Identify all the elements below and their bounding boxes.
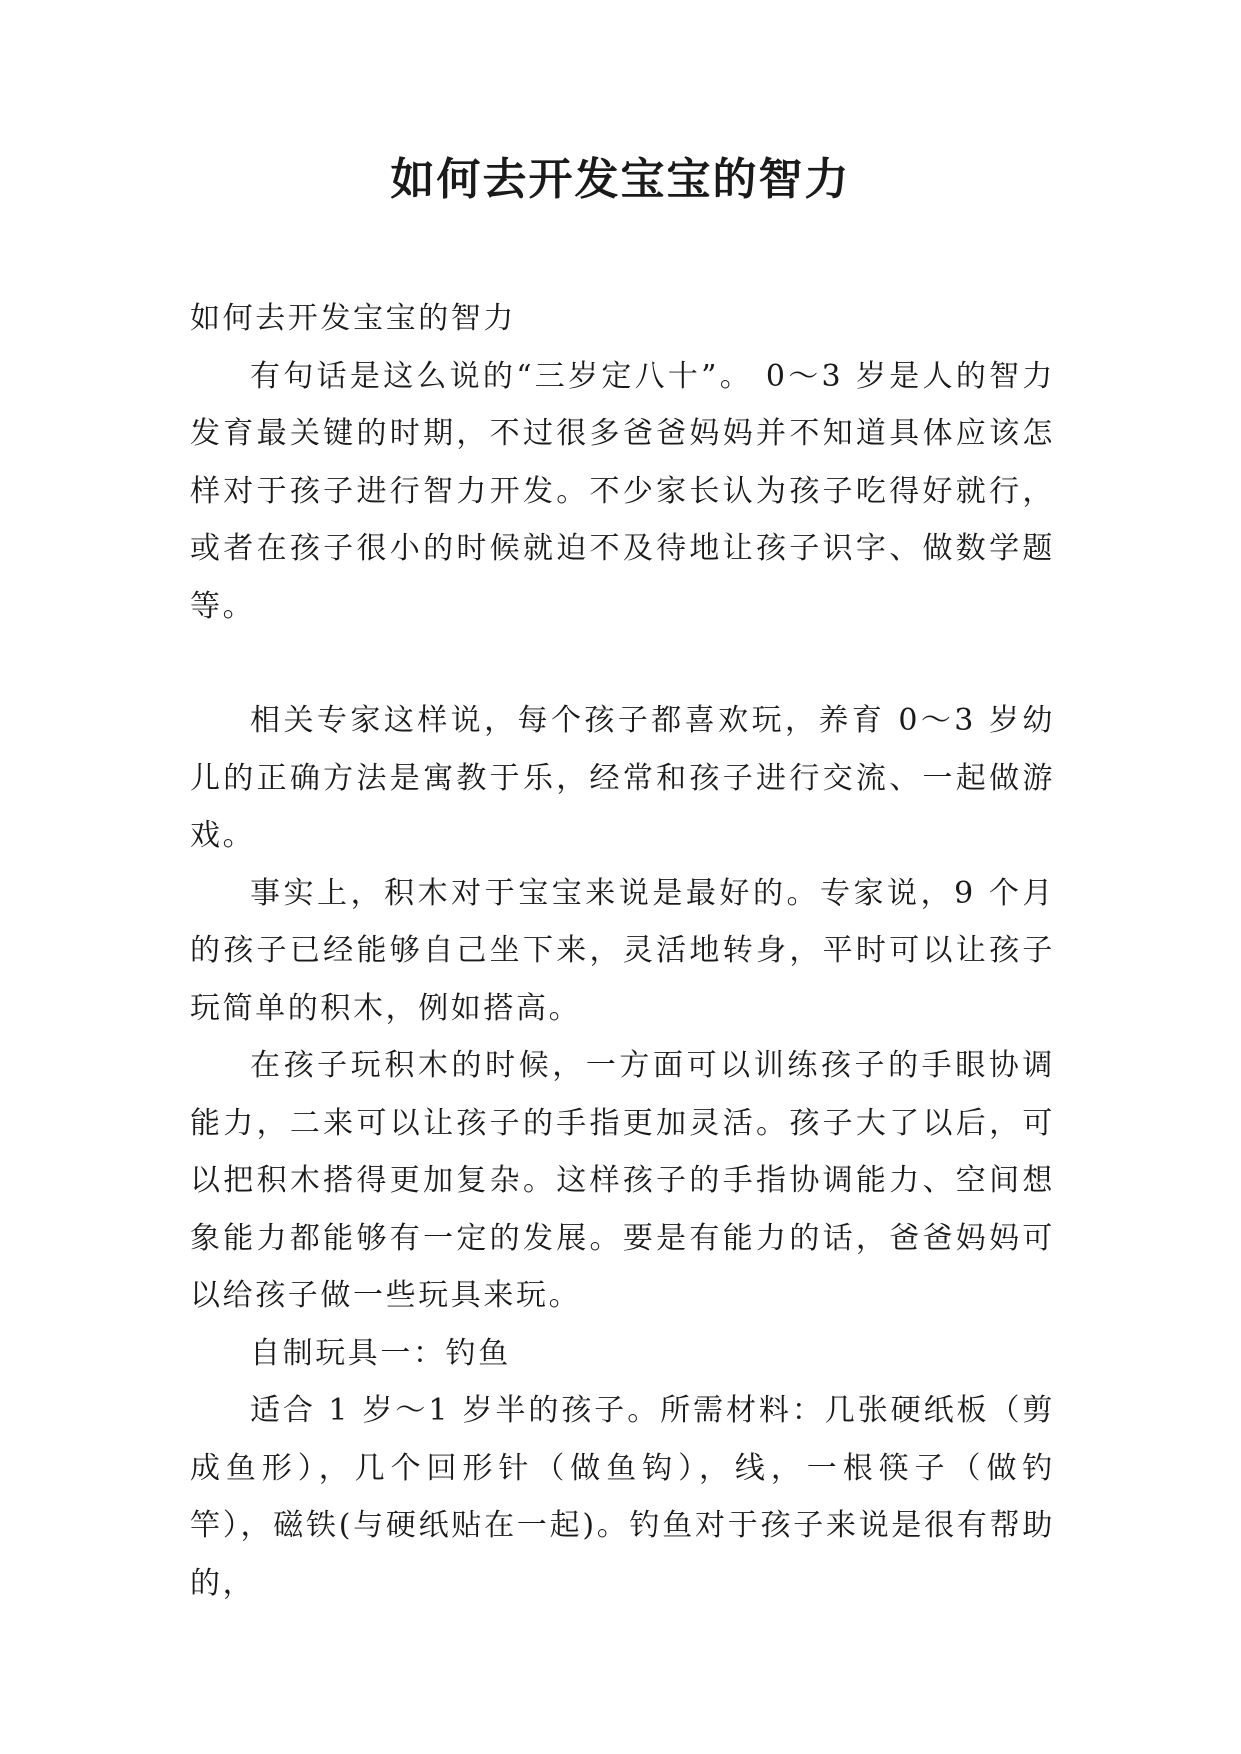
paragraph-intro: 有句话是这么说的“三岁定八十”。 0～3 岁是人的智力发育最关键的时期，不过很多爸爸妈妈并不知道具体应该怎样对于孩子进行智力开发。不少家长认为孩子吃得好就行，或者在孩子很小的时候就迫不及待地让孩子识字、做数学题等。 bbox=[190, 358, 1055, 624]
paragraph-expert-advice: 相关专家这样说，每个孩子都喜欢玩，养育 0～3 岁幼儿的正确方法是寓教于乐，经常和孩子进行交流、一起做游戏。 bbox=[190, 703, 1055, 853]
paragraph-fishing-toy: 适合 1 岁～1 岁半的孩子。所需材料：几张硬纸板（剪成鱼形），几个回形针（做鱼钩），线，一根筷子（做钓竿），磁铁(与硬纸贴在一起)。钓鱼对于孩子来说是很有帮助的， bbox=[190, 1393, 1055, 1601]
document-subtitle: 如何去开发宝宝的智力 bbox=[190, 301, 516, 336]
document-title: 如何去开发宝宝的智力 bbox=[390, 154, 851, 205]
document-body bbox=[190, 290, 1055, 1612]
paragraph-building-blocks: 事实上，积木对于宝宝来说是最好的。专家说，9 个月的孩子已经能够自己坐下来，灵活地转身，平时可以让孩子玩简单的积木，例如搭高。 bbox=[190, 875, 1055, 1026]
section-heading-fishing-toy: 自制玩具一：钓鱼 bbox=[250, 1335, 511, 1371]
paragraph-blocks-benefits: 在孩子玩积木的时候，一方面可以训练孩子的手眼协调能力，二来可以让孩子的手指更加灵活。孩子大了以后，可以把积木搭得更加复杂。这样孩子的手指协调能力、空间想象能力都能够有一定的发展。要是有能力的话，爸爸妈妈可以给孩子做一些玩具来玩。 bbox=[190, 1048, 1055, 1313]
